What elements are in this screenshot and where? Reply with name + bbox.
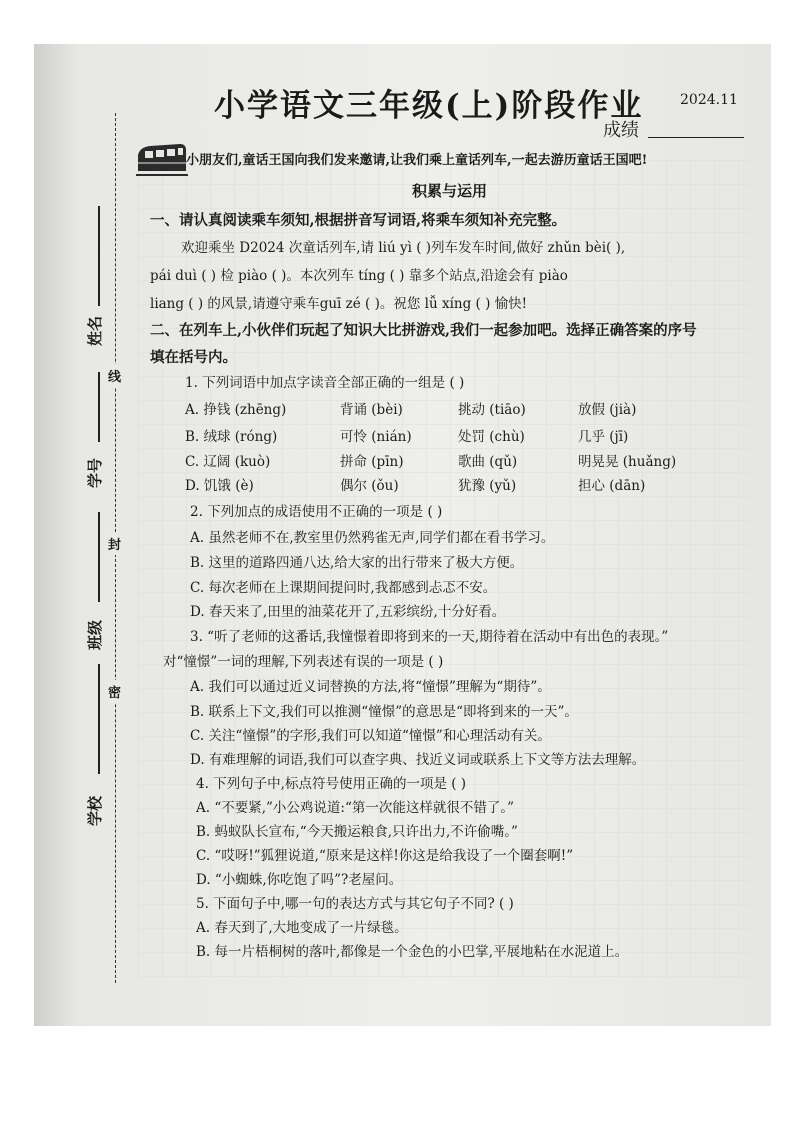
q2-3-option-a: A. 我们可以通过近义词替换的方法,将“憧憬”理解为“期待”。 — [190, 679, 551, 695]
q2-3-option-c: C. 关注“憧憬”的字形,我们可以知道“憧憬”和心理活动有关。 — [190, 728, 551, 744]
q2-1-option-c-1: C. 辽阔 (kuò) — [185, 454, 271, 470]
date-label: 2024.11 — [680, 92, 738, 108]
binding-char-secret: 密 — [108, 680, 121, 703]
q2-1-option-b-4: 几乎 (jī) — [578, 429, 629, 445]
q1-line-3: liang ( ) 的风景,请遵守乘车guī zé ( )。祝您 lǚ xíng ( ) 愉快! — [150, 296, 528, 312]
q2-5-option-a: A. 春天到了,大地变成了一片绿毯。 — [196, 920, 408, 936]
q2-2-stem: 2. 下列加点的成语使用不正确的一项是 ( ) — [190, 504, 443, 520]
section-title: 积累与运用 — [412, 182, 488, 200]
q2-2-option-c: C. 每次老师在上课期间提问时,我都感到忐忑不安。 — [190, 580, 497, 596]
q2-1-option-b-3: 处罚 (chù) — [458, 429, 525, 445]
q2-2-option-d: D. 春天来了,田里的油菜花开了,五彩缤纷,十分好看。 — [190, 604, 506, 620]
intro-text: 小朋友们,童话王国向我们发来邀请,让我们乘上童话列车,一起去游历童话王国吧! — [186, 153, 648, 168]
q2-4-option-a: A. “不要紧,”小公鸡说道:“第一次能这样就很不错了。” — [196, 800, 515, 816]
q2-3-option-b: B. 联系上下文,我们可以推测“憧憬”的意思是“即将到来的一天”。 — [190, 704, 578, 720]
q2-2-option-a: A. 虽然老师不在,教室里仍然鸦雀无声,同学们都在看书学习。 — [190, 530, 555, 546]
q2-1-option-a-1: A. 挣钱 (zhēng) — [185, 402, 287, 418]
q2-1-option-c-2: 拼命 (pīn) — [340, 454, 404, 470]
name-write-line — [98, 206, 100, 306]
binding-char-line: 线 — [108, 364, 121, 387]
q2-1-option-d-3: 犹豫 (yǔ) — [458, 478, 517, 494]
q2-heading-line-2: 填在括号内。 — [150, 349, 237, 366]
q2-5-stem: 5. 下面句子中,哪一句的表达方式与其它句子不同? ( ) — [196, 896, 514, 912]
score-label: 成绩 — [603, 120, 639, 141]
q2-1-stem: 1. 下列词语中加点字读音全部正确的一组是 ( ) — [185, 375, 465, 391]
student-id-write-line — [98, 372, 100, 442]
q2-1-option-c-4: 明晃晃 (huǎng) — [578, 454, 677, 470]
q2-4-option-c: C. “哎呀!”狐狸说道,“原来是这样!你这是给我设了一个圈套啊!” — [196, 848, 574, 864]
q1-line-2: pái duì ( ) 检 piào ( )。本次列车 tíng ( ) 靠多个站点,沿途会有 piào — [150, 268, 568, 284]
q2-1-option-b-2: 可怜 (nián) — [340, 429, 412, 445]
q2-5-option-b: B. 每一片梧桐树的落叶,都像是一个金色的小巴掌,平展地粘在水泥道上。 — [196, 944, 629, 960]
class-label: 班级 — [86, 619, 104, 650]
q1-heading: 一、请认真阅读乘车须知,根据拼音写词语,将乘车须知补充完整。 — [150, 212, 567, 229]
q2-1-option-d-4: 担心 (dān) — [578, 478, 646, 494]
q1-line-1: 欢迎乘坐 D2024 次童话列车,请 liú yì ( )列车发车时间,做好 zhǔn bèi( ), — [181, 240, 626, 256]
page-title: 小学语文三年级(上)阶段作业 — [214, 88, 644, 124]
q2-1-option-d-2: 偶尔 (ǒu) — [340, 478, 399, 494]
school-write-line — [98, 664, 100, 774]
q2-2-option-b: B. 这里的道路四通八达,给大家的出行带来了极大方便。 — [190, 555, 524, 571]
name-label: 姓名 — [86, 315, 104, 346]
q2-4-option-b: B. 蚂蚁队长宣布,“今天搬运粮食,只许出力,不许偷嘴。” — [196, 824, 518, 840]
q2-4-stem: 4. 下列句子中,标点符号使用正确的一项是 ( ) — [196, 776, 467, 792]
q2-3-stem-line-1: 3. “听了老师的这番话,我憧憬着即将到来的一天,期待着在活动中有出色的表现。” — [190, 629, 669, 645]
binding-char-seal: 封 — [108, 532, 121, 555]
student-id-label: 学号 — [86, 457, 104, 488]
q2-1-option-c-3: 歌曲 (qǔ) — [458, 454, 518, 470]
school-label: 学校 — [86, 795, 104, 826]
q2-3-option-d: D. 有难理解的词语,我们可以查字典、找近义词或联系上下文等方法去理解。 — [190, 752, 646, 768]
q2-1-option-b-1: B. 绒球 (róng) — [185, 429, 278, 445]
train-icon — [136, 141, 188, 179]
q2-1-option-a-4: 放假 (jià) — [578, 402, 637, 418]
q2-1-option-d-1: D. 饥饿 (è) — [185, 478, 254, 494]
q2-4-option-d: D. “小蜘蛛,你吃饱了吗”?老屋问。 — [196, 872, 403, 888]
score-write-line[interactable] — [648, 137, 744, 138]
q2-3-stem-line-2: 对“憧憬”一词的理解,下列表述有误的一项是 ( ) — [163, 654, 444, 670]
q2-1-option-a-2: 背诵 (bèi) — [340, 402, 403, 418]
class-write-line — [98, 512, 100, 602]
q2-heading-line-1: 二、在列车上,小伙伴们玩起了知识大比拼游戏,我们一起参加吧。选择正确答案的序号 — [150, 322, 697, 339]
q2-1-option-a-3: 挑动 (tiāo) — [458, 402, 526, 418]
